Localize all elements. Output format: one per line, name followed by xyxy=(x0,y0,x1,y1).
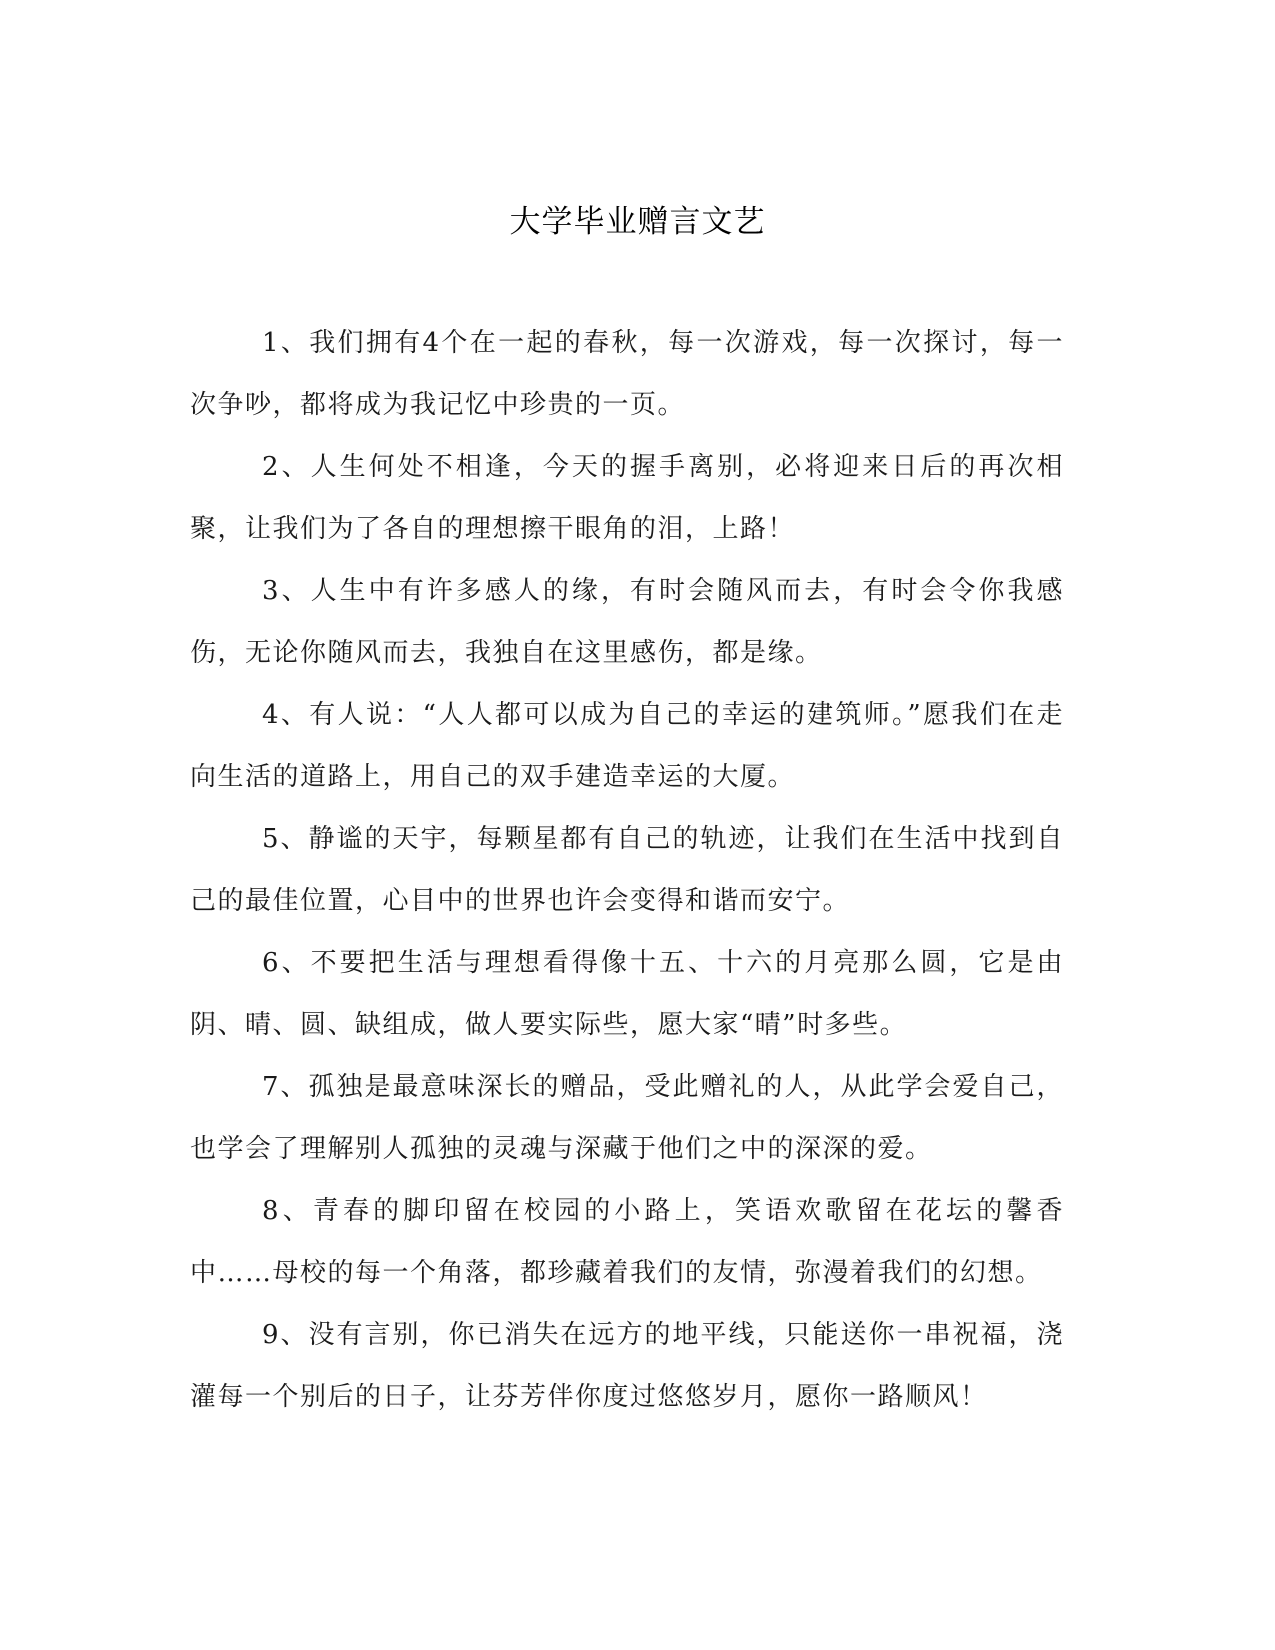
document-title: 大学毕业赠言文艺 xyxy=(509,204,766,240)
paragraph-9: 9、没有言别，你已消失在远方的地平线，只能送你一串祝福，浇灌每一个别后的日子，让芬芳伴你度过悠悠岁月，愿你一路顺风！ xyxy=(190,1320,1064,1412)
paragraph-8: 8、青春的脚印留在校园的小路上，笑语欢歌留在花坛的馨香中……母校的每一个角落，都珍藏着我们的友情，弥漫着我们的幻想。 xyxy=(190,1196,1064,1288)
paragraph-6: 6、不要把生活与理想看得像十五、十六的月亮那么圆，它是由阴、晴、圆、缺组成，做人要实际些，愿大家“晴”时多些。 xyxy=(190,948,1064,1040)
paragraph-7: 7、孤独是最意味深长的赠品，受此赠礼的人，从此学会爱自己，也学会了理解别人孤独的灵魂与深藏于他们之中的深深的爱。 xyxy=(190,1072,1064,1164)
paragraph-1: 1、我们拥有4个在一起的春秋，每一次游戏，每一次探讨，每一次争吵，都将成为我记忆中珍贵的一页。 xyxy=(190,328,1064,420)
document-body xyxy=(190,312,1064,1428)
paragraph-5: 5、静谧的天宇，每颗星都有自己的轨迹，让我们在生活中找到自己的最佳位置，心目中的世界也许会变得和谐而安宁。 xyxy=(190,824,1064,916)
paragraph-3: 3、人生中有许多感人的缘，有时会随风而去，有时会令你我感伤，无论你随风而去，我独自在这里感伤，都是缘。 xyxy=(190,576,1064,668)
paragraph-4: 4、有人说：“人人都可以成为自己的幸运的建筑师。”愿我们在走向生活的道路上，用自己的双手建造幸运的大厦。 xyxy=(190,700,1064,792)
paragraph-2: 2、人生何处不相逢，今天的握手离别，必将迎来日后的再次相聚，让我们为了各自的理想擦干眼角的泪，上路！ xyxy=(190,452,1064,544)
